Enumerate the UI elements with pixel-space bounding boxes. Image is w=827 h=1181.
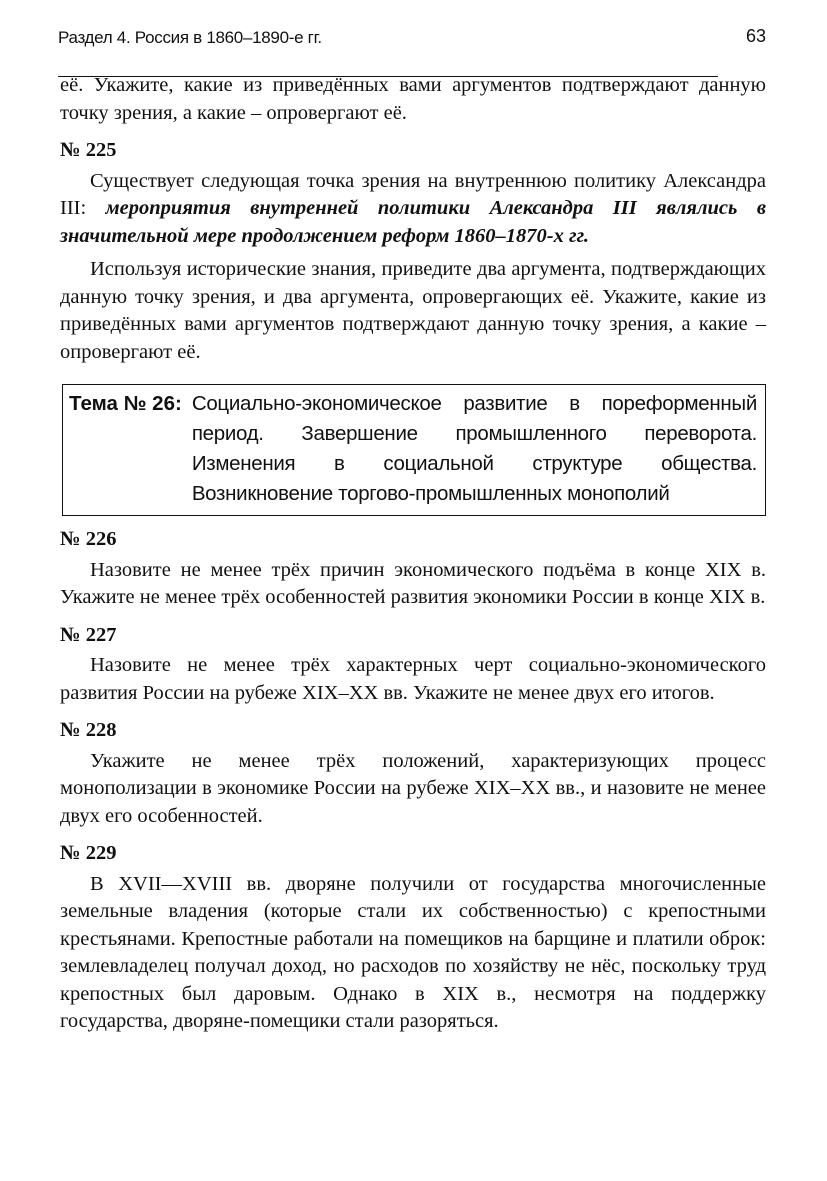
topic-label: Тема № 26: — [69, 392, 182, 415]
task-225-paragraph-1 — [60, 168, 766, 251]
task-227-number: № 227 — [60, 623, 117, 646]
running-title: Раздел 4. Россия в 1860–1890-е гг. — [58, 28, 322, 47]
task-227-text: Назовите не менее трёх характерных черт социально-экономического развития России на рубеже XIX–XX вв. Укажите не менее двух его итогов. — [60, 654, 766, 704]
page-number: 63 — [745, 26, 766, 46]
task-228-number: № 228 — [60, 719, 117, 741]
topic-box — [62, 384, 766, 516]
task-229-number: № 229 — [60, 842, 117, 864]
task-228-text: Укажите не менее трёх положений, характеризующих процесс монополизации в экономике России на рубеже XIX–XX вв., и назовите не менее двух его особенностей. — [60, 749, 766, 827]
task-225-number: № 225 — [60, 139, 117, 161]
page-content — [60, 72, 766, 1036]
topic-title: Социально-экономическое развитие в пореформенный период. Завершение промышленного переворота. Изменения в социальной структуре общества. Возникновение торгово-промышленных монополий — [191, 392, 757, 505]
task-225-quote: мероприятия внутренней политики Александра III являлись в значительной мере продолжением реформ 1860–1870-х гг. — [60, 197, 766, 247]
task-229-text: В XVII—XVIII вв. дворяне получили от государства многочисленные земельные владения (которые стали их собственностью) с крепостными крестьянами. Крепостные работали на помещиков на барщине и платили оброк: землевладелец получал доход, но расходов по хозяйству не нёс, поскольку труд крепостных был даровым. Однако в XIX в., несмотря на поддержку государства, дворяне-помещики стали разоряться. — [60, 872, 766, 1032]
task-225-lead: Существует следующая точка зрения на внутреннюю политику Александра III: — [60, 169, 766, 219]
page-header — [58, 26, 770, 52]
intro-paragraph: её. Укажите, какие из приведённых вами аргументов подтверждают данную точку зрения, а какие – опровергают её. — [60, 74, 766, 124]
task-225-paragraph-2: Используя исторические знания, приведите два аргумента, подтверждающих данную точку зрения, и два аргумента, опровергающих её. Укажите, какие из приведённых вами аргументов подтверждают данную точку зрения, а какие – опровергают её. — [60, 258, 766, 363]
task-226-number: № 226 — [60, 528, 117, 550]
task-226-text: Назовите не менее трёх причин экономического подъёма в конце XIX в. Укажите не менее трёх особенностей развития экономики России в конце XIX в. — [60, 558, 766, 608]
